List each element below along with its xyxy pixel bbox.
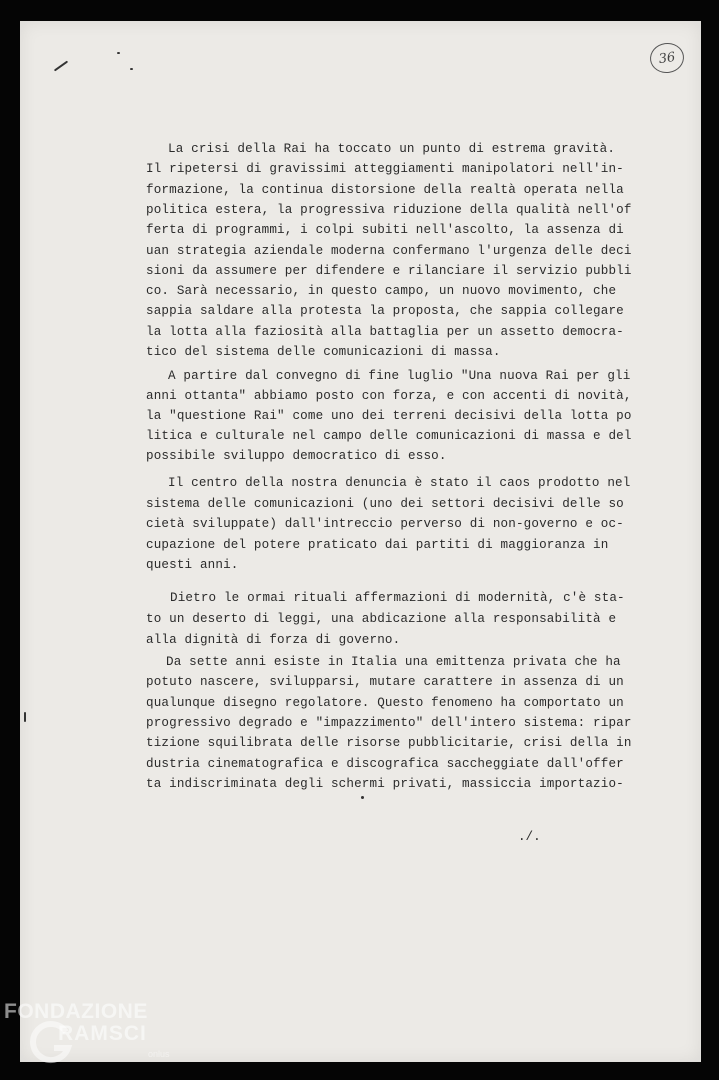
text-line: formazione, la continua distorsione della realtà operata nella — [146, 182, 624, 197]
text-line: co. Sarà necessario, in questo campo, un nuovo movimento, che — [146, 284, 617, 299]
paper-speck — [24, 712, 26, 722]
text-line: cietà sviluppate) dall'intreccio perverso di non-governo e oc- — [146, 517, 624, 531]
text-line: possibile sviluppo democratico di esso. — [146, 449, 447, 463]
text-line: politica estera, la progressiva riduzione della qualità nell'of — [146, 202, 632, 217]
text-line: A partire dal convegno di fine luglio "Una nuova Rai per gli — [168, 369, 631, 383]
text-line: litica e culturale nel campo delle comunicazioni di massa e del — [146, 429, 632, 443]
text-line: qualunque disegno regolatore. Questo fenomeno ha comportato un — [146, 695, 624, 710]
text-line: Da sette anni esiste in Italia una emittenza privata che ha — [166, 655, 621, 669]
text-line: sistema delle comunicazioni (uno dei settori decisivi delle so — [146, 496, 624, 511]
paper-speck — [361, 796, 364, 799]
text-line: La crisi della Rai ha toccato un punto di estrema gravità. — [168, 142, 616, 156]
text-line: potuto nascere, svilupparsi, mutare carattere in assenza di un — [146, 675, 624, 690]
text-line: alla dignità di forza di governo. — [146, 632, 401, 647]
watermark-line1: FONDAZIONE — [4, 1000, 148, 1023]
continuation-mark: ./. — [518, 830, 541, 844]
text-line: uan strategia aziendale moderna confermano l'urgenza delle deci — [146, 243, 632, 258]
watermark-line2: RAMSCI — [58, 1022, 147, 1045]
paper-speck — [130, 68, 133, 70]
text-line: to un deserto di leggi, una abdicazione alla responsabilità e — [146, 611, 617, 626]
text-line: cupazione del potere praticato dai partiti di maggioranza in — [146, 537, 609, 552]
paper-speck — [117, 52, 120, 54]
text-line: questi anni. — [146, 558, 239, 572]
watermark-line3: onlus — [148, 1049, 170, 1059]
text-line: Il ripetersi di gravissimi atteggiamenti manipolatori nell'in- — [146, 162, 624, 177]
text-line: ferta di programmi, i colpi subiti nell'ascolto, la assenza di — [146, 223, 624, 238]
text-line: tizione squilibrata delle risorse pubblicitarie, crisi della in — [146, 736, 632, 751]
text-line: tico del sistema delle comunicazioni di massa. — [146, 345, 501, 359]
text-line: sappia saldare alla protesta la proposta, che sappia collegare — [146, 304, 624, 319]
text-line: la lotta alla faziosità alla battaglia per un assetto democra- — [146, 324, 624, 339]
text-line: ta indiscriminata degli schermi privati, massiccia importazio- — [146, 776, 624, 791]
text-line: la "questione Rai" come uno dei terreni decisivi della lotta po — [146, 409, 632, 423]
text-line: Dietro le ormai rituali affermazioni di modernità, c'è sta- — [170, 591, 625, 605]
text-line: sioni da assumere per difendere e rilanciare il servizio pubbli — [146, 263, 632, 278]
fondazione-gramsci-watermark — [4, 1000, 184, 1080]
text-line: progressivo degrado e "impazzimento" dell'intero sistema: ripar — [146, 715, 632, 730]
text-line: anni ottanta" abbiamo posto con forza, e con accenti di novità, — [146, 389, 632, 403]
page-number: 36 — [648, 41, 686, 75]
text-line: dustria cinematografica e discografica saccheggiate dall'offer — [146, 756, 624, 771]
text-line: Il centro della nostra denuncia è stato il caos prodotto nel — [168, 476, 631, 490]
